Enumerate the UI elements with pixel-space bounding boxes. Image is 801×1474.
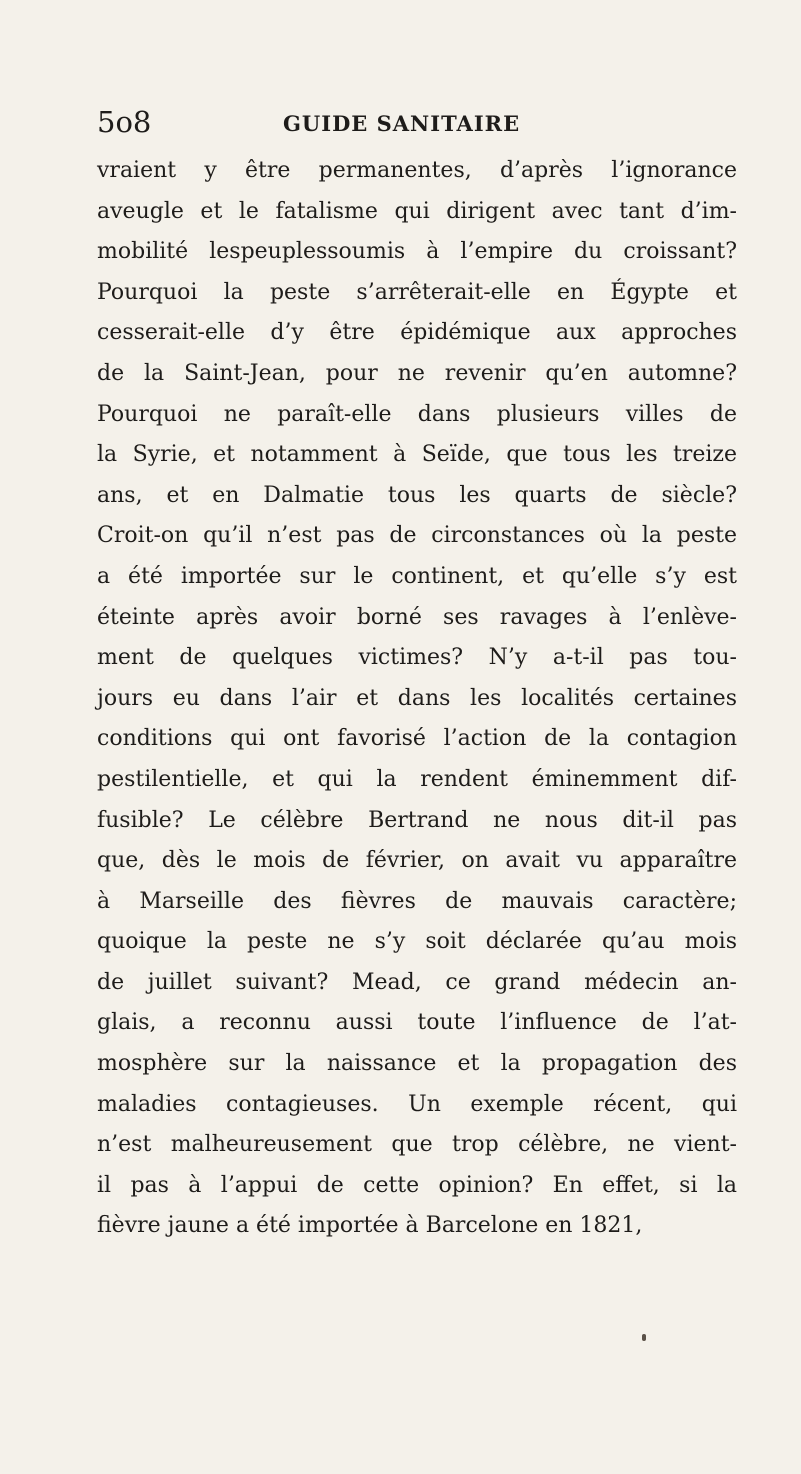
running-head: GUIDE SANITAIRE [283, 111, 521, 136]
text-line: ans, et en Dalmatie tous les quarts de siècle? [97, 482, 737, 508]
text-line: mobilité lespeuplessoumis à l’empire du croissant? [97, 239, 737, 265]
text-line: Croit-on qu’il n’est pas de circonstances où la peste [97, 523, 737, 549]
text-line: a été importée sur le continent, et qu’elle s’y est [97, 563, 737, 589]
page-header [97, 102, 717, 142]
text-line: ment de quelques victimes? N’y a-t-il pas tou- [97, 645, 737, 671]
text-line: n’est malheureusement que trop célèbre, ne vient- [97, 1132, 737, 1158]
text-line: Pourquoi ne paraît-elle dans plusieurs villes de [97, 401, 737, 427]
text-line: il pas à l’appui de cette opinion? En effet, si la [97, 1172, 737, 1198]
text-line: à Marseille des fièvres de mauvais caractère; [97, 888, 737, 914]
page-number: 5o8 [97, 105, 152, 139]
body-text [97, 151, 737, 1247]
text-line: Pourquoi la peste s’arrêterait-elle en Égypte et [97, 279, 737, 305]
text-line: de juillet suivant? Mead, ce grand médecin an- [97, 969, 737, 995]
text-line: fièvre jaune a été importée à Barcelone en 1821, [97, 1213, 643, 1239]
text-line: aveugle et le fatalisme qui dirigent avec tant d’im- [97, 198, 737, 224]
text-line: vraient y être permanentes, d’après l’ignorance [97, 158, 737, 183]
text-line: pestilentielle, et qui la rendent éminemment dif- [97, 766, 737, 792]
ink-speck [642, 1334, 646, 1341]
text-line: que, dès le mois de février, on avait vu apparaître [97, 848, 737, 874]
text-line: de la Saint-Jean, pour ne revenir qu’en automne? [97, 360, 737, 386]
text-line: conditions qui ont favorisé l’action de la contagion [97, 726, 737, 752]
text-line: quoique la peste ne s’y soit déclarée qu’au mois [97, 929, 737, 955]
text-line: la Syrie, et notamment à Seïde, que tous les treize [97, 442, 737, 468]
text-line: glais, a reconnu aussi toute l’influence de l’at- [97, 1010, 737, 1036]
text-line: mosphère sur la naissance et la propagation des [97, 1051, 737, 1077]
text-line: cesserait-elle d’y être épidémique aux approches [97, 320, 737, 346]
text-line: maladies contagieuses. Un exemple récent, qui [97, 1091, 737, 1117]
text-line: jours eu dans l’air et dans les localités certaines [97, 685, 737, 711]
text-line: fusible? Le célèbre Bertrand ne nous dit-il pas [97, 807, 737, 833]
text-line: éteinte après avoir borné ses ravages à l’enlève- [97, 604, 737, 630]
